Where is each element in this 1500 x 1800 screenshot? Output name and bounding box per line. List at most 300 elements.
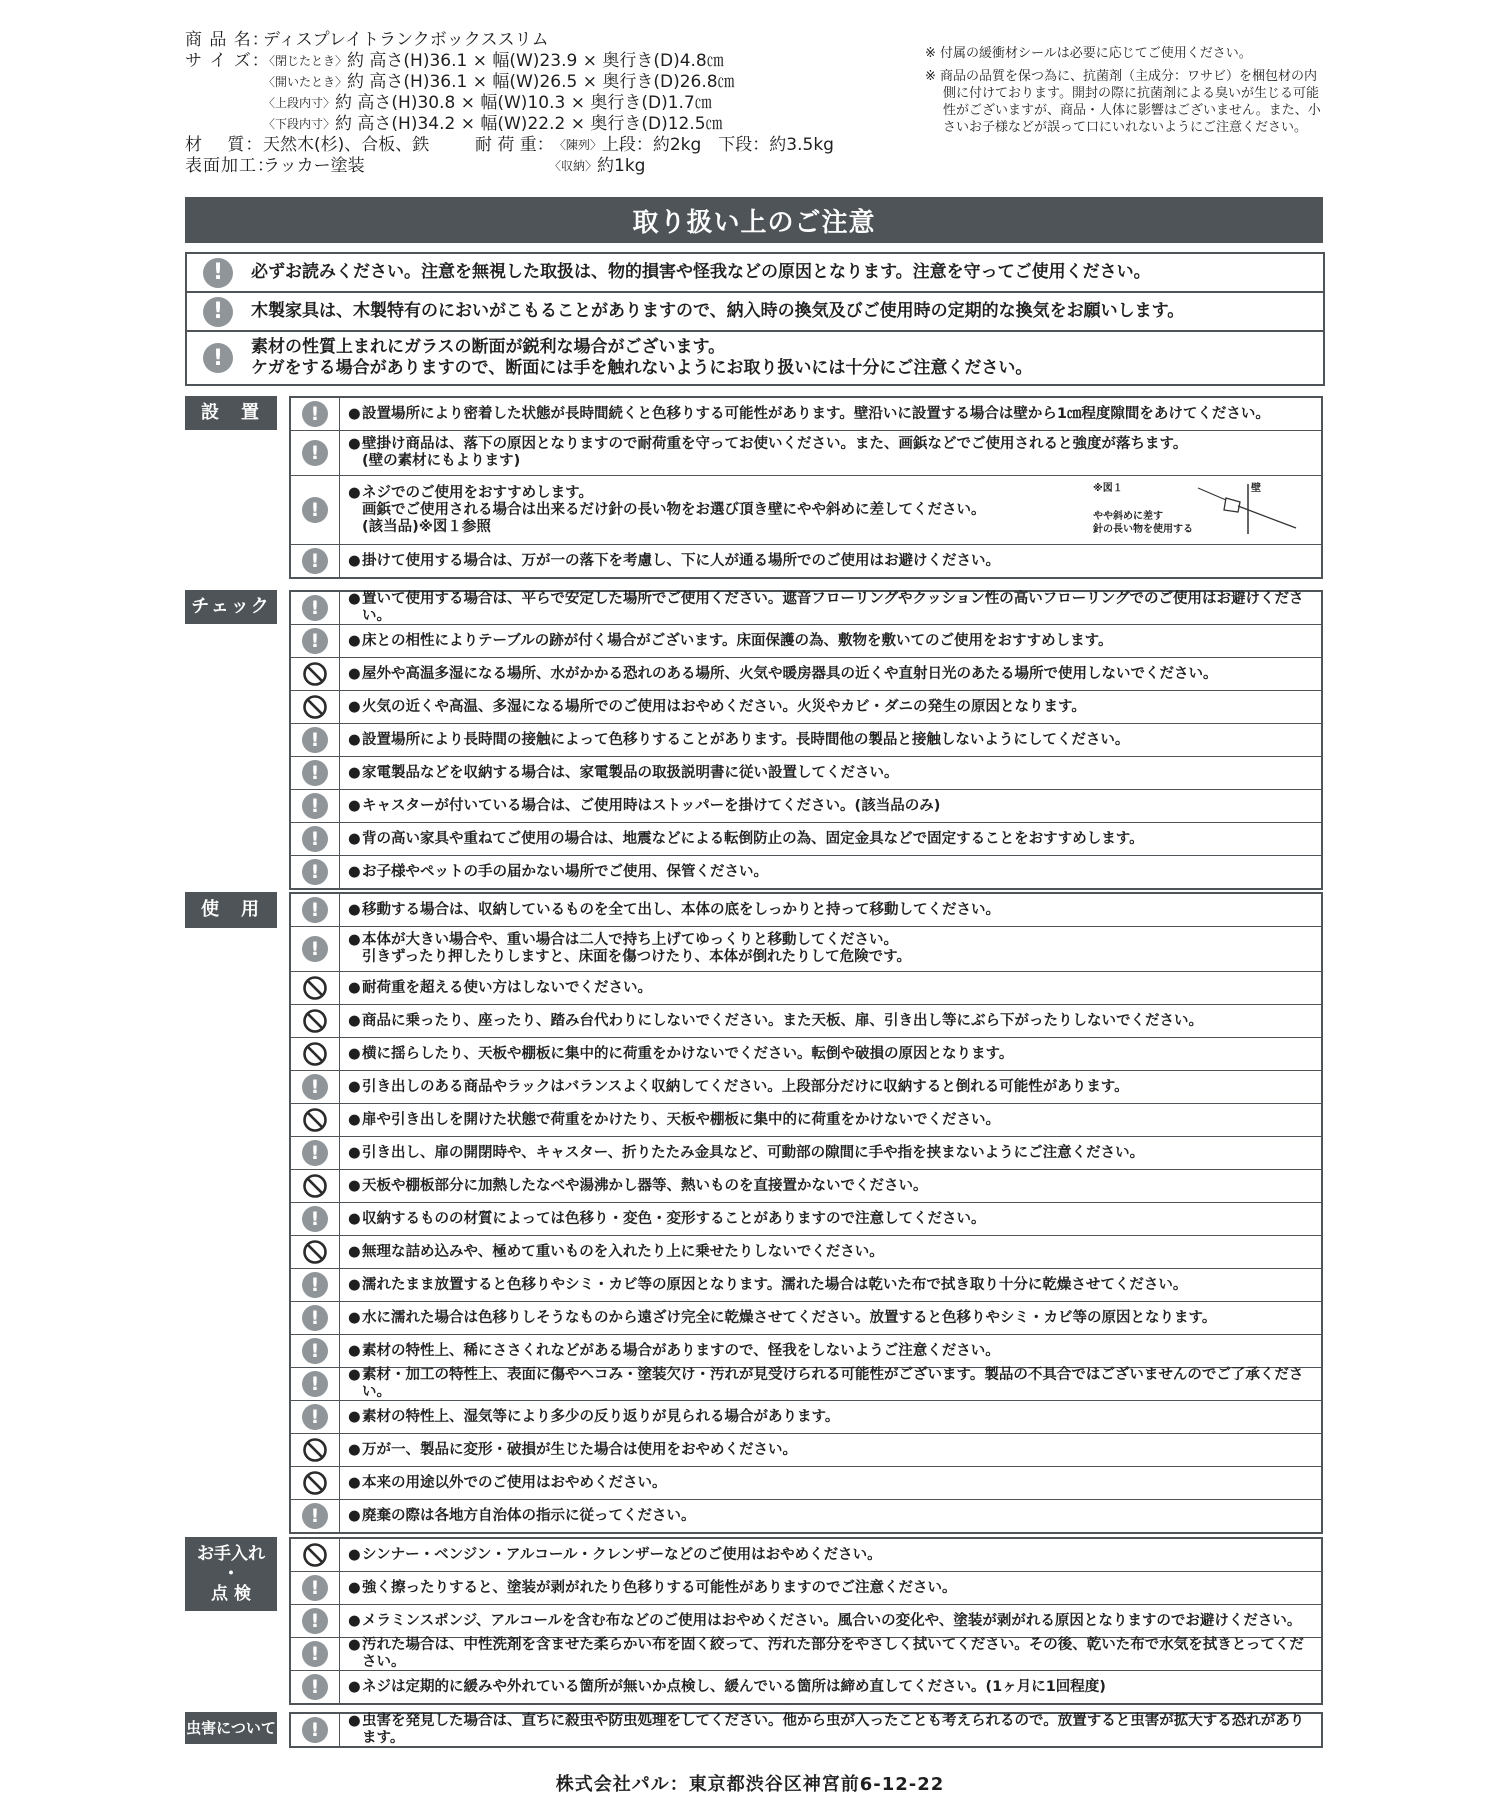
exclamation-circle-icon: ! [302,1272,328,1298]
size-value: 約 高さ(H)36.1 × 幅(W)23.9 × 奥行き(D)4.8㎝ [347,51,724,71]
exclamation-circle-icon: ! [302,497,328,523]
exclamation-circle-icon: ! [302,1641,328,1667]
caution-line: ネジは定期的に緩みや外れている箇所が無いか点検し、緩んでいる箇所は締め直してください。(1ヶ月に1回程度) [362,1678,1106,1695]
side-notes [925,45,1325,142]
caution-text [340,763,1321,784]
caution-row [291,1572,1321,1605]
side-note: ※ 付属の緩衝材シールは必要に応じてご使用ください。 [925,46,1252,61]
finish-label: 表面加工： [185,156,275,176]
caution-line: 廃棄の際は各地方自治体の指示に従ってください。 [362,1507,696,1524]
icon-cell [291,1104,340,1136]
size-line [185,72,925,93]
caution-text [340,1176,1321,1197]
section-table [289,892,1323,1534]
caution-row [291,625,1321,658]
caution-line: 万が一、製品に変形・破損が生じた場合は使用をおやめください。 [362,1441,797,1458]
caution-body [362,1713,1315,1747]
caution-text [340,796,1321,817]
material-value: 天然木(杉)、合板、鉄 [263,135,430,155]
warning-icon-cell [187,297,249,327]
icon-cell [291,658,340,690]
caution-row [291,1236,1321,1269]
caution-row [291,1203,1321,1236]
caution-row [291,757,1321,790]
product-spec [185,30,925,177]
load-block [475,135,834,177]
caution-line: 本体が大きい場合や、重い場合は二人で持ち上げてゆっくりと移動してください。 [362,932,899,948]
caution-row [291,1137,1321,1170]
bullet: ● [348,863,361,880]
icon-cell [291,1038,340,1070]
caution-line: 素材・加工の特性上、表面に傷やヘコみ・塗装欠け・汚れが見受けられる可能性がございます。製品の不具合ではございませんのでご了承ください。 [362,1367,1304,1400]
caution-row [291,1714,1321,1746]
icon-cell [291,431,340,475]
caution-text [340,551,1321,572]
icon-cell [291,1302,340,1334]
icon-cell [291,1269,340,1301]
caution-line: 無理な詰め込みや、極めて重いものを入れたり上に乗せたりしないでください。 [362,1243,884,1260]
caution-text [340,978,1321,999]
prohibition-icon [302,1437,328,1463]
caution-text [340,1711,1321,1749]
caution-text [340,404,1321,425]
exclamation-circle-icon: ! [302,1338,328,1364]
caution-row [291,790,1321,823]
bullet: ● [348,830,361,847]
exclamation-circle-icon: ! [302,1608,328,1634]
section-label-line: 点 検 [211,1584,251,1604]
icon-cell [291,1605,340,1637]
bullet: ● [348,1637,361,1653]
caution-line: (該当品)※図１参照 [362,518,491,535]
caution-row [291,1368,1321,1401]
caution-text [340,1407,1321,1428]
caution-body [362,1277,1315,1294]
caution-body [362,831,1315,848]
load-line [475,135,834,156]
icon-cell [291,894,340,926]
icon-cell [291,790,340,822]
caution-body [362,732,1315,749]
bullet: ● [348,436,361,452]
bullet: ● [348,1367,361,1383]
caution-line: 濡れたまま放置すると色移りやシミ・カビ等の原因となります。濡れた場合は乾いた布で拭き取り十分に乾燥させてください。 [362,1276,1188,1293]
caution-text [340,1242,1321,1263]
caution-body [362,864,1315,881]
exclamation-circle-icon: ! [302,628,328,654]
bullet: ● [348,698,361,715]
exclamation-circle-icon: ! [302,440,328,466]
load-label: 耐 荷 重： [475,135,554,155]
caution-line: お子様やペットの手の届かない場所でご使用、保管ください。 [362,863,768,880]
size-cond: 〈上段内寸〉 [263,96,336,110]
load-storage-cond: 〈収納〉 [549,159,598,173]
icon-cell [291,1005,340,1037]
general-notice-text: 必ずお読みください。注意を無視した取扱は、物的損害や怪我などの原因となります。注意を守ってご使用ください。 [251,262,1151,282]
company-footer: 株式会社パル：東京都渋谷区神宮前6-12-22 [555,1774,945,1795]
exclamation-circle-icon: ! [302,1074,328,1100]
caution-line: (壁の素材にもよります) [362,453,521,469]
bullet: ● [348,1243,361,1260]
icon-cell [291,757,340,789]
prohibition-icon [302,1239,328,1265]
caution-body [362,1310,1315,1327]
pushpin-icon [1188,484,1298,536]
prohibition-icon [302,661,328,687]
caution-body [362,591,1315,625]
caution-row [291,1638,1321,1671]
caution-text [340,1143,1321,1164]
caution-row [291,972,1321,1005]
caution-text [340,930,1321,968]
caution-text [340,862,1321,883]
caution-text [340,1578,1321,1599]
caution-line: 火気の近くや高温、多湿になる場所でのご使用はおやめください。火災やカビ・ダニの発生の原因となります。 [362,698,1086,715]
caution-body [362,436,1315,470]
exclamation-circle-icon: ! [302,793,328,819]
bullet: ● [348,1210,361,1227]
load-display-value: 上段：約2kg 下段：約3.5kg [601,135,834,155]
caution-text [340,1440,1321,1461]
caution-line: 壁掛け商品は、落下の原因となりますので耐荷重を守ってお使いください。また、画鋲などでご使用されると強度が落ちます。 [362,436,1188,452]
bullet: ● [348,1078,361,1095]
bullet: ● [348,1678,361,1695]
exclamation-circle-icon: ! [302,548,328,574]
caution-row [291,592,1321,625]
caution-body [362,1013,1315,1030]
caution-line: 横に揺らしたり、天板や棚板に集中的に荷重をかけないでください。転倒や破損の原因となります。 [362,1045,1014,1062]
caution-text [340,697,1321,718]
caution-line: 引きずったり押したりしますと、床面を傷つけたり、本体が倒れたりして危険です。 [362,949,911,965]
caution-body [362,765,1315,782]
caution-body [362,1178,1315,1195]
icon-cell [291,1137,340,1169]
figure-caption: 針の長い物を使用する [1093,524,1193,535]
caution-row [291,1038,1321,1071]
icon-cell [291,1467,340,1499]
caution-line: 引き出し、扉の開閉時や、キャスター、折りたたみ金具など、可動部の隙間に手や指を挟まないようにご注意ください。 [362,1144,1145,1161]
caution-row [291,1605,1321,1638]
caution-body [362,666,1315,683]
caution-text [340,1506,1321,1527]
caution-row [291,1071,1321,1104]
caution-text [340,1545,1321,1566]
caution-body [362,1580,1315,1597]
bullet: ● [348,1309,361,1326]
general-notices [185,252,1325,386]
figure-wall-label: 壁 [1251,483,1261,494]
caution-body [362,1547,1315,1564]
caution-line: 引き出しのある商品やラックはバランスよく収納してください。上段部分だけに収納すると倒れる可能性があります。 [362,1078,1129,1095]
prohibition-icon [302,1470,328,1496]
exclamation-circle-icon: ! [302,1140,328,1166]
caution-line: メラミンスポンジ、アルコールを含む布などのご使用はおやめください。風合いの変化や、塗装が剥がれる原因となりますのでお避けください。 [362,1612,1302,1629]
icon-cell [291,1203,340,1235]
caution-text [340,1077,1321,1098]
bullet: ● [348,979,361,996]
icon-cell [291,476,340,544]
page-title: 取り扱い上のご注意 [185,197,1323,243]
size-line [185,93,925,114]
exclamation-circle-icon: ! [302,1404,328,1430]
caution-row [291,431,1321,476]
general-notice-text: 木製家具は、木製特有のにおいがこもることがありますので、納入時の換気及びご使用時の定期的な換気をお願いします。 [251,301,1185,321]
icon-cell [291,1638,340,1670]
pin-figure [1093,482,1313,536]
caution-line: 素材の特性上、湿気等により多少の反り返りが見られる場合があります。 [362,1408,840,1425]
size-line [185,51,925,72]
prohibition-icon [302,1008,328,1034]
caution-row [291,398,1321,431]
caution-line: 収納するものの材質によっては色移り・変色・変形することがありますので注意してください。 [362,1210,986,1227]
caution-row [291,1539,1321,1572]
caution-line: 扉や引き出しを開けた状態で荷重をかけたり、天板や棚板に集中的に荷重をかけないでください。 [362,1111,1000,1128]
general-notice-line: 素材の性質上まれにガラスの断面が鋭利な場合がございます。 [251,337,726,357]
figure-caption: やや斜めに差す [1093,511,1163,522]
caution-line: 移動する場合は、収納しているものを全て出し、本体の底をしっかりと持って移動してください。 [362,901,1000,918]
bullet: ● [348,797,361,814]
section-table [289,1712,1323,1748]
prohibition-icon [302,1173,328,1199]
caution-row [291,1104,1321,1137]
icon-cell [291,1236,340,1268]
finish-value: ラッカー塗装 [263,156,365,176]
caution-line: 水に濡れた場合は色移りしそうなものから遠ざけ完全に乾燥させてください。放置すると色移りやシミ・カビ等の原因となります。 [362,1309,1217,1326]
product-name: ディスプレイトランクボックススリム [263,30,549,50]
icon-cell [291,972,340,1004]
exclamation-circle-icon: ! [302,1717,328,1743]
size-cond: 〈下段内寸〉 [263,117,336,131]
caution-body [362,798,1315,815]
bullet: ● [348,552,361,569]
product-name-label: 商 品 名： [185,30,270,50]
exclamation-circle-icon: ! [302,826,328,852]
caution-row [291,1434,1321,1467]
warning-icon-cell [187,258,249,288]
bullet: ● [348,1276,361,1293]
material-label: 材 質： [185,135,264,155]
bullet: ● [348,1612,361,1629]
size-cond: 〈閉じたとき〉 [263,54,348,68]
caution-body [362,1244,1315,1261]
icon-cell [291,1434,340,1466]
caution-text [340,1110,1321,1131]
caution-text [340,1275,1321,1296]
bullet: ● [348,1408,361,1425]
section-table [289,396,1323,579]
caution-text [340,1677,1321,1698]
bullet: ● [348,591,361,607]
general-notice-text [249,333,1323,383]
exclamation-circle-icon: ! [302,897,328,923]
caution-line: 設置場所により密着した状態が長時間続くと色移りする可能性があります。壁沿いに設置する場合は壁から1㎝程度隙間をあけてください。 [362,405,1270,422]
section-label: チェック [185,590,277,624]
caution-line: シンナー・ベンジン・アルコール・クレンザーなどのご使用はおやめください。 [362,1546,882,1563]
caution-row [291,691,1321,724]
caution-row [291,823,1321,856]
section-label [185,1537,277,1611]
caution-row [291,856,1321,888]
bullet: ● [348,632,361,649]
caution-body [362,1679,1315,1696]
caution-text [340,1365,1321,1403]
load-line [475,156,834,177]
caution-body [362,1475,1315,1492]
icon-cell [291,1335,340,1367]
section-label-line: ・ [222,1564,240,1584]
caution-body [362,633,1315,650]
size-cond: 〈開いたとき〉 [263,75,348,89]
side-note: ※ 商品の品質を保つ為に、抗菌剤（主成分：ワサビ）を梱包材の内側に付けております。開封の際に抗菌剤による臭いが生じる可能性がございますが、商品・人体に影響はございません。また、小さいお子様などが誤って口にいれないようにご注意ください。 [925,69,1321,135]
caution-body [362,1145,1315,1162]
caution-text [340,1635,1321,1673]
section-label: 使 用 [185,892,277,928]
size-line [185,114,925,135]
exclamation-circle-icon: ! [302,595,328,621]
caution-line: 天板や棚板部分に加熱したなべや湯沸かし器等、熱いものを直接置かないでください。 [362,1177,928,1194]
icon-cell [291,1071,340,1103]
caution-row [291,894,1321,927]
caution-text [340,900,1321,921]
icon-cell [291,927,340,971]
prohibition-icon [302,1107,328,1133]
caution-row [291,1401,1321,1434]
caution-line: 画鋲でご使用される場合は出来るだけ針の長い物をお選び頂き壁にやや斜めに差してください。 [362,501,986,518]
icon-cell [291,856,340,888]
size-value: 約 高さ(H)36.1 × 幅(W)26.5 × 奥行き(D)26.8㎝ [347,72,735,92]
exclamation-circle-icon: ! [302,401,328,427]
caution-line: ネジでのご使用をおすすめします。 [362,484,593,501]
load-storage-value: 約1kg [597,156,646,176]
general-notice-row [187,254,1323,293]
caution-line: 床との相性によりテーブルの跡が付く場合がございます。床面保護の為、敷物を敷いてのご使用をおすすめします。 [362,632,1113,649]
bullet: ● [348,1579,361,1596]
caution-text [340,730,1321,751]
exclamation-circle-icon: ! [203,297,233,327]
caution-body [362,932,1315,966]
warning-icon-cell [187,343,249,373]
caution-row [291,1671,1321,1703]
icon-cell [291,1671,340,1703]
caution-body [362,902,1315,919]
bullet: ● [348,1177,361,1194]
section-table [289,590,1323,890]
icon-cell [291,724,340,756]
section-label-line: お手入れ [197,1544,265,1564]
caution-text [340,1341,1321,1362]
caution-row [291,1269,1321,1302]
exclamation-circle-icon: ! [203,343,233,373]
icon-cell [291,1401,340,1433]
caution-body [362,1367,1315,1401]
bullet: ● [348,932,361,948]
caution-line: 素材の特性上、稀にささくれなどがある場合がありますので、怪我をしないようご注意ください。 [362,1342,1000,1359]
icon-cell [291,1714,340,1746]
general-notice-row [187,332,1323,384]
caution-row [291,1467,1321,1500]
exclamation-circle-icon: ! [302,1575,328,1601]
caution-line: 掛けて使用する場合は、万が一の落下を考慮し、下に人が通る場所でのご使用はお避けください。 [362,552,1000,569]
section-table [289,1537,1323,1705]
caution-line: 置いて使用する場合は、平らで安定した場所でご使用ください。遮音フローリングやクッション性の高いフローリングでのご使用はお避けください。 [362,591,1304,624]
product-name-line [185,30,925,51]
bullet: ● [348,1546,361,1563]
exclamation-circle-icon: ! [203,258,233,288]
caution-text [340,434,1321,472]
caution-body [362,406,1315,423]
caution-text [340,1611,1321,1632]
load-display-cond: 〈陳列〉 [553,138,602,152]
icon-cell [291,625,340,657]
caution-text [340,631,1321,652]
caution-line: 屋外や高温多湿になる場所、水がかかる恐れのある場所、火気や暖房器具の近くや直射日光のあたる場所で使用しないでください。 [362,665,1218,682]
bullet: ● [348,1342,361,1359]
section-label: 設 置 [185,396,277,430]
bullet: ● [348,484,361,501]
caution-text [340,1044,1321,1065]
icon-cell [291,1500,340,1532]
caution-row [291,1170,1321,1203]
caution-line: 強く擦ったりすると、塗装が剥がれたり色移りする可能性がありますのでご注意ください。 [362,1579,957,1596]
exclamation-circle-icon: ! [302,936,328,962]
caution-body [362,1442,1315,1459]
general-notice-line: ケガをする場合がありますので、断面には手を触れないようにお取り扱いには十分にご注意ください。 [251,358,1033,378]
exclamation-circle-icon: ! [302,1206,328,1232]
icon-cell [291,1539,340,1571]
bullet: ● [348,1045,361,1062]
caution-line: 設置場所により長時間の接触によって色移りすることがあります。長時間他の製品と接触しないようにしてください。 [362,731,1130,748]
caution-body [362,1637,1315,1671]
caution-text [340,1209,1321,1230]
icon-cell [291,1368,340,1400]
bullet: ● [348,1474,361,1491]
caution-line: 背の高い家具や重ねてご使用の場合は、地震などによる転倒防止の為、固定金具などで固定することをおすすめします。 [362,830,1144,847]
caution-line: 汚れた場合は、中性洗剤を含ませた柔らかい布を固く絞って、汚れた部分をやさしく拭いてください。その後、乾いた布で水気を拭きとってください。 [362,1637,1304,1670]
exclamation-circle-icon: ! [302,859,328,885]
caution-line: 耐荷重を超える使い方はしないでください。 [362,979,652,996]
caution-body [362,1046,1315,1063]
size-value: 約 高さ(H)30.8 × 幅(W)10.3 × 奥行き(D)1.7㎝ [335,93,712,113]
icon-cell [291,691,340,723]
caution-body [362,1112,1315,1129]
bullet: ● [348,405,361,422]
exclamation-circle-icon: ! [302,1674,328,1700]
bullet: ● [348,1111,361,1128]
caution-line: 本来の用途以外でのご使用はおやめください。 [362,1474,667,1491]
caution-body [362,1343,1315,1360]
caution-line: 商品に乗ったり、座ったり、踏み台代わりにしないでください。また天板、扉、引き出し等にぶら下がったりしないでください。 [362,1012,1203,1029]
caution-text [340,589,1321,627]
exclamation-circle-icon: ! [302,1503,328,1529]
caution-body [362,1211,1315,1228]
size-value: 約 高さ(H)34.2 × 幅(W)22.2 × 奥行き(D)12.5㎝ [335,114,723,134]
exclamation-circle-icon: ! [302,1305,328,1331]
caution-text [340,664,1321,685]
caution-body [362,980,1315,997]
figure-label: ※図１ [1093,483,1123,494]
icon-cell [291,1572,340,1604]
caution-body [362,1613,1315,1630]
bullet: ● [348,1012,361,1029]
icon-cell [291,823,340,855]
prohibition-icon [302,1542,328,1568]
prohibition-icon [302,975,328,1001]
exclamation-circle-icon: ! [302,727,328,753]
caution-text [340,1473,1321,1494]
bullet: ● [348,764,361,781]
caution-row [291,658,1321,691]
caution-row [291,1005,1321,1038]
